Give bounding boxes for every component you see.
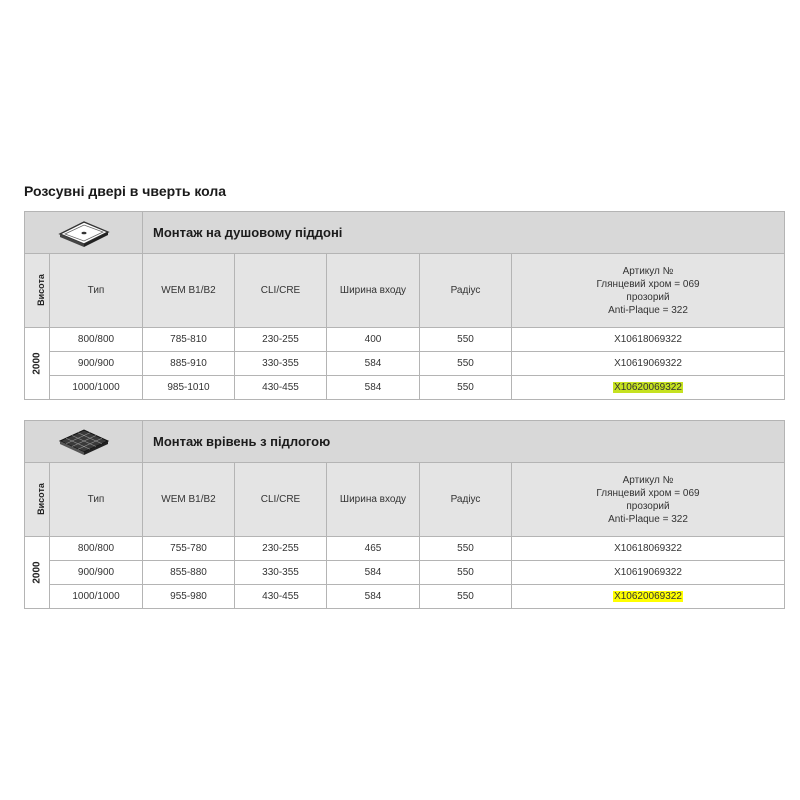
floor-tile-icon [25, 421, 143, 463]
cell-radius: 550 [420, 561, 512, 585]
mount-title: Монтаж на душовому піддоні [143, 212, 785, 254]
cell-article: X10618069322 [512, 328, 785, 352]
cell-cli: 230-255 [235, 328, 327, 352]
cell-entry: 400 [327, 328, 420, 352]
cell-entry: 584 [327, 376, 420, 400]
cell-wem: 885-910 [143, 352, 235, 376]
cell-type: 900/900 [50, 561, 143, 585]
cell-type: 1000/1000 [50, 585, 143, 609]
col-entry-header: Ширина входу [327, 463, 420, 537]
cell-wem: 955-980 [143, 585, 235, 609]
cell-radius: 550 [420, 352, 512, 376]
cell-radius: 550 [420, 328, 512, 352]
table-row [25, 352, 785, 376]
cell-entry: 584 [327, 585, 420, 609]
cell-wem: 855-880 [143, 561, 235, 585]
cell-cli: 430-455 [235, 376, 327, 400]
cell-entry: 584 [327, 561, 420, 585]
cell-wem: 755-780 [143, 537, 235, 561]
column-header-row [25, 254, 785, 328]
shower-tray-icon [25, 212, 143, 254]
cell-article: X10619069322 [512, 561, 785, 585]
cell-cli: 330-355 [235, 352, 327, 376]
spec-table-tray [24, 211, 785, 400]
cell-cli: 430-455 [235, 585, 327, 609]
column-header-row [25, 463, 785, 537]
cell-wem: 785-810 [143, 328, 235, 352]
cell-radius: 550 [420, 537, 512, 561]
cell-type: 800/800 [50, 537, 143, 561]
table-header-bar [25, 212, 785, 254]
cell-entry: 465 [327, 537, 420, 561]
col-article-header: Артикул № Глянцевий хром = 069 прозорий Anti-Plaque = 322 [512, 254, 785, 328]
height-label: Висота [35, 274, 46, 306]
col-type-header: Тип [50, 463, 143, 537]
col-radius-header: Радіус [420, 254, 512, 328]
table-header-bar [25, 421, 785, 463]
height-label-cell [25, 254, 50, 328]
table-row [25, 585, 785, 609]
cell-type: 900/900 [50, 352, 143, 376]
col-wem-header: WEM B1/B2 [143, 254, 235, 328]
cell-article: X10618069322 [512, 537, 785, 561]
col-cli-header: CLI/CRE [235, 463, 327, 537]
cell-article-highlighted [512, 376, 785, 400]
article-highlight: X10620069322 [614, 591, 682, 602]
col-cli-header: CLI/CRE [235, 254, 327, 328]
cell-type: 1000/1000 [50, 376, 143, 400]
height-value: 2000 [31, 561, 43, 584]
page-title: Розсувні двері в чверть кола [24, 183, 227, 199]
height-value-cell [25, 328, 50, 400]
col-radius-header: Радіус [420, 463, 512, 537]
height-label: Висота [35, 483, 46, 515]
col-entry-header: Ширина входу [327, 254, 420, 328]
col-type-header: Тип [50, 254, 143, 328]
cell-radius: 550 [420, 585, 512, 609]
table-row [25, 561, 785, 585]
table-row [25, 537, 785, 561]
cell-article: X10619069322 [512, 352, 785, 376]
cell-type: 800/800 [50, 328, 143, 352]
cell-entry: 584 [327, 352, 420, 376]
height-value-cell [25, 537, 50, 609]
table-row [25, 376, 785, 400]
col-article-header: Артикул № Глянцевий хром = 069 прозорий Anti-Plaque = 322 [512, 463, 785, 537]
height-label-cell [25, 463, 50, 537]
article-highlight: X10620069322 [614, 382, 682, 393]
cell-radius: 550 [420, 376, 512, 400]
mount-title: Монтаж врівень з підлогою [143, 421, 785, 463]
cell-cli: 230-255 [235, 537, 327, 561]
col-wem-header: WEM B1/B2 [143, 463, 235, 537]
table-row [25, 328, 785, 352]
cell-article-highlighted [512, 585, 785, 609]
cell-wem: 985-1010 [143, 376, 235, 400]
height-value: 2000 [31, 352, 43, 375]
spec-table-floor [24, 420, 785, 609]
cell-cli: 330-355 [235, 561, 327, 585]
